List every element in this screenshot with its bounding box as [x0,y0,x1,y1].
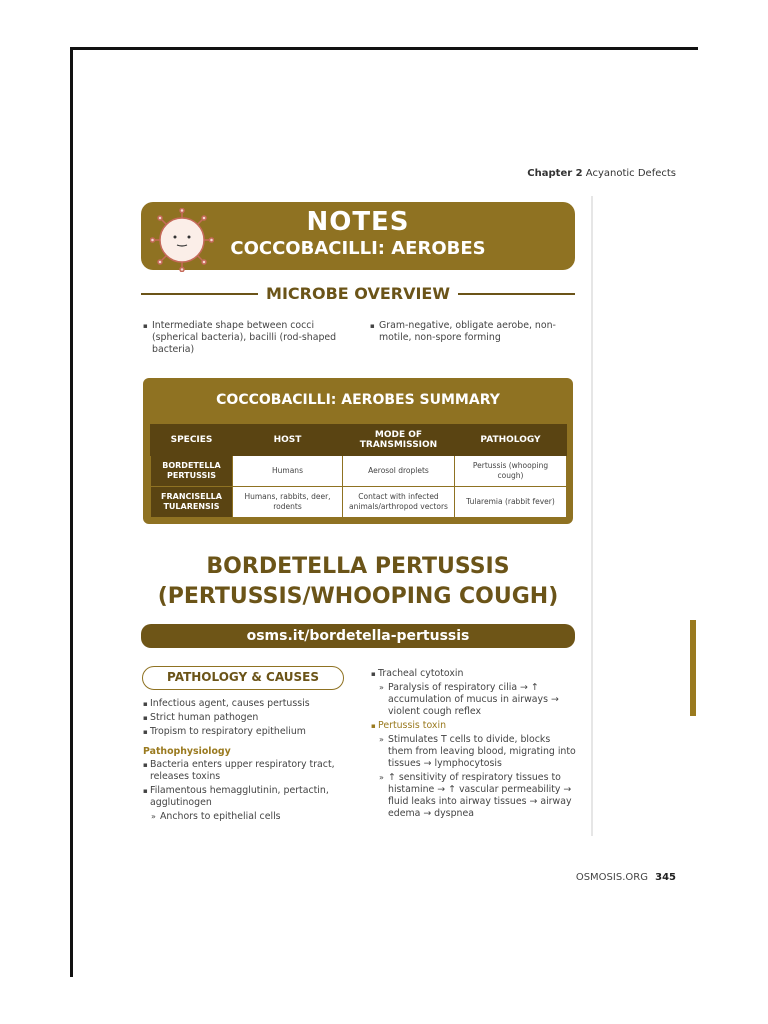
host-cell: Humans [233,456,343,487]
summary-title: COCCOBACILLI: AEROBES SUMMARY [216,392,500,408]
list-item: ▪ Infectious agent, causes pertussis [143,698,353,710]
list-subitem: » ↑ sensitivity of respiratory tissues to histamine → ↑ vascular permeability → fluid leaks into airway tissues → airway edema → dyspnea [371,772,576,820]
pathology-cell: Tularemia (rabbit fever) [455,487,567,518]
transmission-cell: Aerosol droplets [343,456,455,487]
notes-subtitle: COCCOBACILLI: AEROBES [230,238,486,259]
right-text-column [371,668,576,822]
transmission-cell: Contact with infected animals/arthropod vectors [343,487,455,518]
microbe-overview-heading [141,284,575,303]
overview-left-column [143,320,358,356]
page-frame-left [70,47,73,977]
list-subitem: » Paralysis of respiratory cilia → ↑ accumulation of mucus in airways → violent cough reflex [371,682,576,718]
chapter-label: Chapter 2 [527,168,583,179]
header-host: HOST [233,425,343,456]
table-header-row [151,425,567,456]
list-item: ▪ Tracheal cytotoxin [371,668,576,680]
heading-rule-left [141,293,258,295]
column-rule [591,196,593,836]
list-item: ▪ Tropism to respiratory epithelium [143,726,353,738]
page-footer [576,872,676,883]
pathology-cell: Pertussis (whooping cough) [455,456,567,487]
table-row [151,487,567,518]
summary-table [150,424,567,518]
list-item: ▪ Filamentous hemagglutinin, pertactin, agglutinogen [143,785,353,809]
chapter-tab-marker [690,620,696,716]
chapter-header [527,168,676,179]
footer-site: OSMOSIS.ORG [575,872,648,883]
species-cell: BORDETELLA PERTUSSIS [151,456,233,487]
left-text-column [143,698,353,825]
page-frame-top [70,47,698,50]
section-title-line2: (PERTUSSIS/WHOOPING COUGH) [157,584,559,609]
overview-bullet: ▪ Intermediate shape between cocci (spherical bacteria), bacilli (rod-shaped bacteria) [152,320,358,356]
overview-right-column [370,320,570,344]
header-transmission: MODE OF TRANSMISSION [343,425,455,456]
microbe-overview-title: MICROBE OVERVIEW [266,284,450,303]
heading-rule-right [458,293,575,295]
chapter-title: Acyanotic Defects [585,168,676,179]
list-subitem: » Stimulates T cells to divide, blocks them from leaving blood, migrating into tissues → lymphocytosis [371,734,576,770]
section-title [141,552,575,612]
pathophysiology-subheading: Pathophysiology [143,746,231,757]
table-row [151,456,567,487]
list-item: ▪ Bacteria enters upper respiratory tract, releases toxins [143,759,353,783]
section-title-line1: BORDETELLA PERTUSSIS [206,554,510,579]
notes-title: NOTES [306,207,410,237]
header-pathology: PATHOLOGY [455,425,567,456]
host-cell: Humans, rabbits, deer, rodents [233,487,343,518]
header-species: SPECIES [151,425,233,456]
list-item: ▪ Strict human pathogen [143,712,353,724]
pertussis-toxin-item: ▪ Pertussis toxin [371,720,576,732]
species-cell: FRANCISELLA TULARENSIS [151,487,233,518]
pathology-causes-heading: PATHOLOGY & CAUSES [142,666,344,690]
list-subitem: » Anchors to epithelial cells [143,811,353,823]
page-number: 345 [655,872,676,883]
overview-bullet: ▪ Gram-negative, obligate aerobe, non-motile, non-spore forming [379,320,570,344]
osmosis-link[interactable]: osms.it/bordetella-pertussis [141,624,575,648]
